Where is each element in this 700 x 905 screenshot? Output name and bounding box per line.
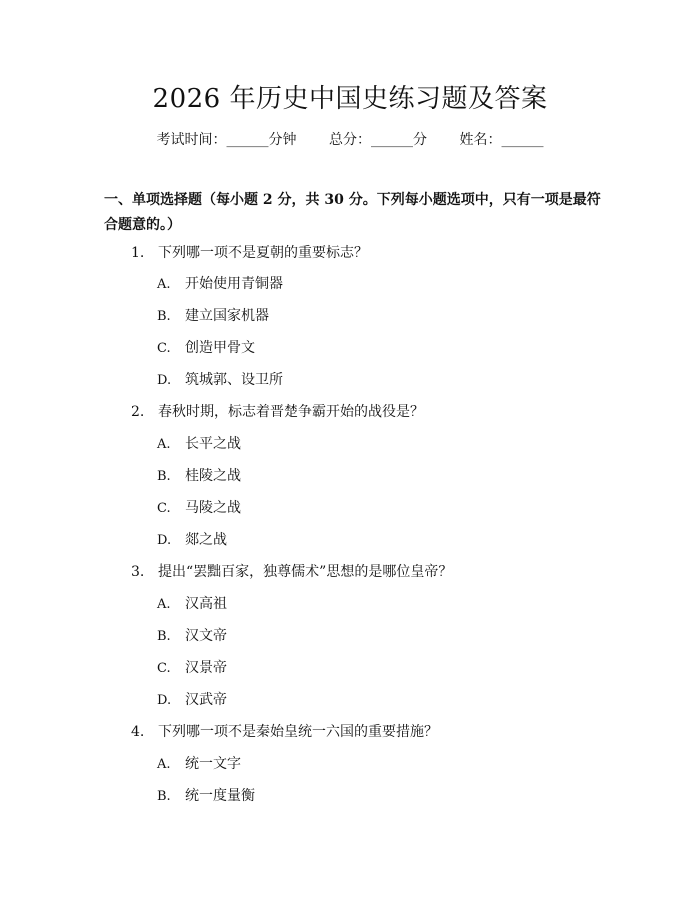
page-title: 2026 年历史中国史练习题及答案 — [152, 84, 548, 114]
question-text: 下列哪一项不是夏朝的重要标志？ — [158, 245, 368, 261]
question-3 — [131, 562, 452, 582]
question-1-option-d — [157, 370, 283, 391]
option-letter: B. — [157, 469, 171, 484]
option-letter: A. — [157, 277, 171, 292]
question-text: 提出“罢黜百家，独尊儒术”思想的是哪位皇帝？ — [158, 564, 453, 580]
option-text: 统一文字 — [185, 756, 241, 772]
question-3-option-a — [157, 594, 227, 615]
option-letter: D. — [157, 693, 172, 708]
question-1-option-a — [157, 274, 283, 295]
question-number: 1. — [131, 245, 145, 261]
question-1-option-c — [157, 338, 255, 359]
question-2-option-a — [157, 434, 241, 455]
option-text: 筑城郭、设卫所 — [185, 372, 283, 388]
question-text: 春秋时期，标志着晋楚争霸开始的战役是？ — [158, 404, 424, 420]
question-text: 下列哪一项不是秦始皇统一六国的重要措施？ — [158, 724, 438, 740]
question-2-option-d — [157, 530, 227, 551]
option-letter: A. — [157, 437, 171, 452]
option-letter: A. — [157, 597, 171, 612]
option-letter: C. — [157, 501, 171, 516]
option-text: 汉武帝 — [185, 692, 227, 708]
option-letter: C. — [157, 341, 171, 356]
option-letter: A. — [157, 757, 171, 772]
question-2-option-b — [157, 466, 241, 487]
question-number: 3. — [131, 564, 145, 580]
option-text: 桂陵之战 — [185, 468, 241, 484]
question-1-option-b — [157, 306, 269, 327]
question-number: 4. — [131, 724, 145, 740]
option-text: 马陵之战 — [185, 500, 241, 516]
option-letter: D. — [157, 373, 172, 388]
option-letter: D. — [157, 533, 172, 548]
section-heading: 一、单项选择题（每小题 2 分，共 30 分。下列每小题选项中，只有一项是最符合题意的。） — [104, 192, 601, 233]
option-text: 建立国家机器 — [185, 308, 269, 324]
question-2 — [131, 402, 424, 422]
option-text: 统一度量衡 — [185, 788, 255, 804]
question-1 — [131, 243, 368, 263]
exam-time-field: 考试时间：______分钟 — [156, 132, 297, 148]
option-letter: B. — [157, 309, 171, 324]
question-4 — [131, 722, 438, 742]
student-name-field: 姓名：______ — [459, 132, 544, 148]
total-score-field: 总分：______分 — [329, 132, 427, 148]
exam-meta — [0, 130, 700, 150]
option-text: 长平之战 — [185, 436, 241, 452]
question-3-option-c — [157, 658, 227, 679]
option-text: 郯之战 — [185, 532, 227, 548]
question-4-option-a — [157, 754, 241, 775]
question-number: 2. — [131, 404, 145, 420]
option-letter: B. — [157, 789, 171, 804]
option-text: 汉文帝 — [185, 628, 227, 644]
option-text: 创造甲骨文 — [185, 340, 255, 356]
question-2-option-c — [157, 498, 241, 519]
question-3-option-b — [157, 626, 227, 647]
option-letter: B. — [157, 629, 171, 644]
option-letter: C. — [157, 661, 171, 676]
option-text: 汉景帝 — [185, 660, 227, 676]
option-text: 开始使用青铜器 — [185, 276, 283, 292]
question-4-option-b — [157, 786, 255, 807]
option-text: 汉高祖 — [185, 596, 227, 612]
question-3-option-d — [157, 690, 227, 711]
